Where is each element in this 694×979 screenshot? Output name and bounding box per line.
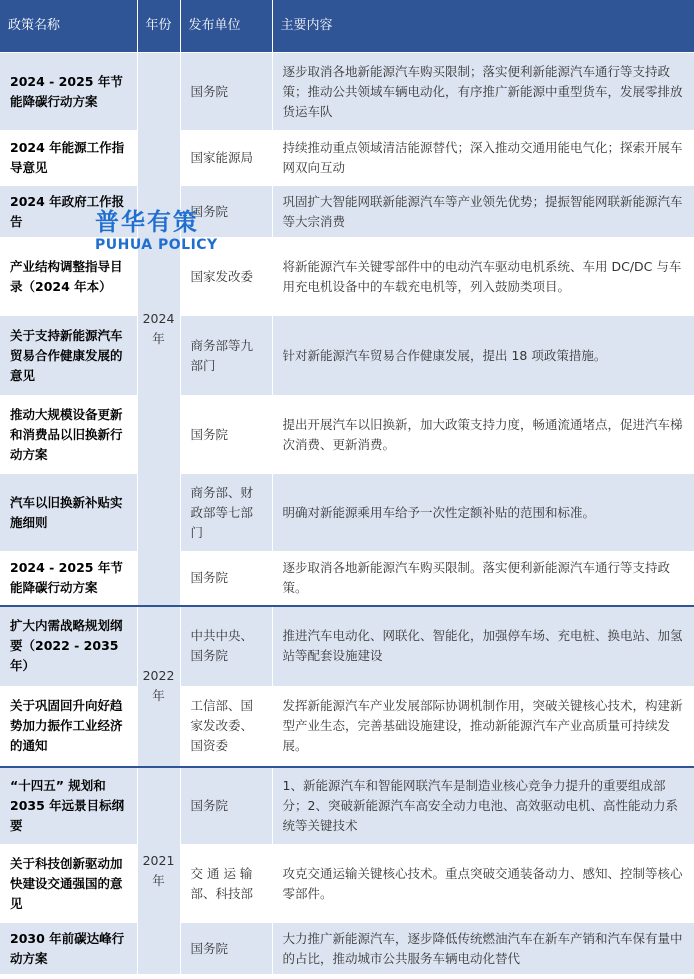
policy-content: 大力推广新能源汽车，逐步降低传统燃油汽车在新车产销和汽车保有量中的占比，推动城市公共服务车辆电动化替代 [272, 923, 694, 975]
policy-content: 持续推动重点领域清洁能源替代；深入推动交通用能电气化；探索开展车网双向互动 [272, 131, 694, 186]
policy-name: 关于科技创新驱动加快建设交通强国的意见 [0, 845, 137, 923]
policy-content: 巩固扩大智能网联新能源汽车等产业领先优势；提振智能网联新能源汽车等大宗消费 [272, 186, 694, 238]
policy-issuer: 国务院 [180, 552, 272, 606]
policy-issuer: 中共中央、国务院 [180, 606, 272, 687]
policy-name: 关于巩固回升向好趋势加力振作工业经济的通知 [0, 687, 137, 767]
policy-name: 汽车以旧换新补贴实施细则 [0, 474, 137, 552]
table-row [0, 606, 694, 687]
policy-name: 扩大内需战略规划纲要（2022 - 2035 年） [0, 606, 137, 687]
policy-issuer: 国务院 [180, 767, 272, 845]
year-cell-2021: 2021年 [137, 767, 180, 975]
header-policy-name: 政策名称 [0, 0, 137, 53]
policy-issuer: 交 通 运 输 部、科技部 [180, 845, 272, 923]
year-cell-2024: 2024年 [137, 53, 180, 606]
policy-content: 提出开展汽车以旧换新，加大政策支持力度，畅通流通堵点，促进汽车梯次消费、更新消费。 [272, 396, 694, 474]
table-row [0, 687, 694, 767]
policy-name: 2024 年政府工作报告 [0, 186, 137, 238]
policy-content: 推进汽车电动化、网联化、智能化，加强停车场、充电桩、换电站、加氢站等配套设施建设 [272, 606, 694, 687]
policy-content: 逐步取消各地新能源汽车购买限制；落实便利新能源汽车通行等支持政策；推动公共领域车辆电动化，有序推广新能源中重型货车，发展零排放货运车队 [272, 53, 694, 131]
policy-name: 2030 年前碳达峰行动方案 [0, 923, 137, 975]
policy-content: 明确对新能源乘用车给予一次性定额补贴的范围和标准。 [272, 474, 694, 552]
watermark-en: PUHUA POLICY [95, 237, 218, 253]
table-header-row [0, 0, 694, 53]
policy-name: 产业结构调整指导目录（2024 年本） [0, 238, 137, 316]
policy-issuer: 国务院 [180, 396, 272, 474]
policy-issuer: 工信部、国家发改委、国资委 [180, 687, 272, 767]
policy-content: 逐步取消各地新能源汽车购买限制。落实便利新能源汽车通行等支持政策。 [272, 552, 694, 606]
header-content: 主要内容 [272, 0, 694, 53]
policy-name: 推动大规模设备更新和消费品以旧换新行动方案 [0, 396, 137, 474]
table-row [0, 845, 694, 923]
policy-content: 攻克交通运输关键核心技术。重点突破交通装备动力、感知、控制等核心零部件。 [272, 845, 694, 923]
policy-issuer: 国务院 [180, 923, 272, 975]
watermark-cn: 普华有策 [95, 208, 199, 236]
policy-name: 2024 - 2025 年节能降碳行动方案 [0, 53, 137, 131]
header-year: 年份 [137, 0, 180, 53]
policy-issuer: 商务部、财政部等七部门 [180, 474, 272, 552]
table-row [0, 238, 694, 316]
policy-content: 将新能源汽车关键零部件中的电动汽车驱动电机系统、车用 DC/DC 与车用充电机设备中的车载充电机等，列入鼓励类项目。 [272, 238, 694, 316]
policy-content: 1、新能源汽车和智能网联汽车是制造业核心竞争力提升的重要组成部分；2、突破新能源汽车高安全动力电池、高效驱动电机、高性能动力系统等关键技术 [272, 767, 694, 845]
policy-name: 2024 - 2025 年节能降碳行动方案 [0, 552, 137, 606]
policy-content: 针对新能源汽车贸易合作健康发展，提出 18 项政策措施。 [272, 316, 694, 396]
policy-issuer: 商务部等九部门 [180, 316, 272, 396]
year-cell-2022: 2022年 [137, 606, 180, 767]
table-row [0, 53, 694, 131]
policy-name: 2024 年能源工作指导意见 [0, 131, 137, 186]
table-row [0, 186, 694, 238]
policy-issuer: 国务院 [180, 53, 272, 131]
table-row [0, 131, 694, 186]
policy-content: 发挥新能源汽车产业发展部际协调机制作用，突破关键核心技术，构建新型产业生态，完善基础设施建设，推动新能源汽车产业高质量可持续发展。 [272, 687, 694, 767]
table-row [0, 767, 694, 845]
policy-issuer: 国家发改委 [180, 238, 272, 316]
table-row [0, 923, 694, 975]
policy-name: “十四五” 规划和 2035 年远景目标纲要 [0, 767, 137, 845]
table-row [0, 396, 694, 474]
table-row [0, 474, 694, 552]
policy-name: 关于支持新能源汽车贸易合作健康发展的意见 [0, 316, 137, 396]
policy-issuer: 国家能源局 [180, 131, 272, 186]
policy-issuer: 国务院 [180, 186, 272, 238]
header-issuer: 发布单位 [180, 0, 272, 53]
table-row [0, 316, 694, 396]
table-row [0, 552, 694, 606]
